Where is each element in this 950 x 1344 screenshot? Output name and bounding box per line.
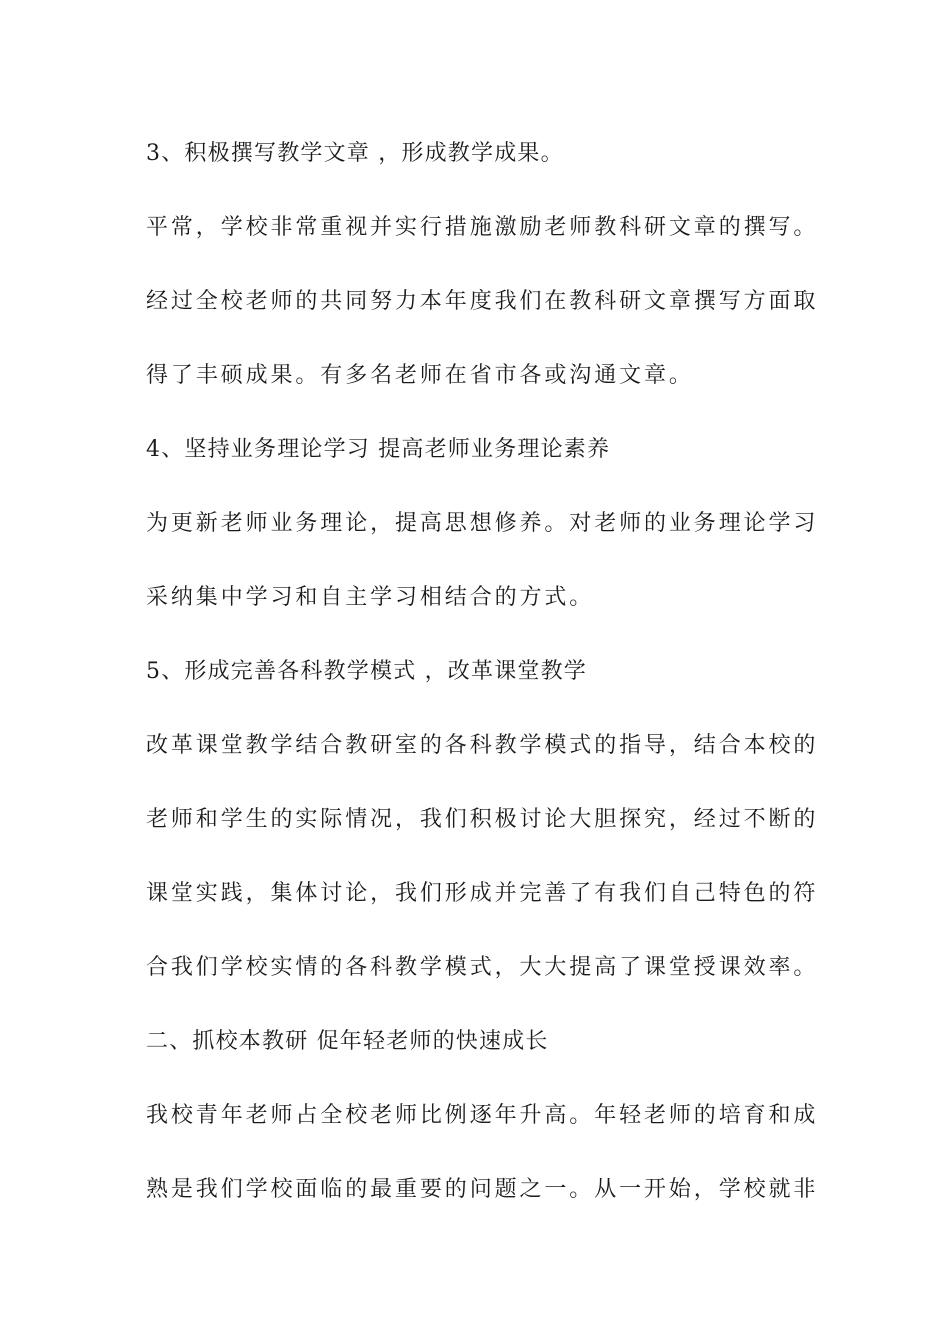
section-heading-school-research: 二、抓校本教研 促年轻老师的快速成长 <box>146 1029 549 1054</box>
paragraph-line: 熟是我们学校面临的最重要的问题之一。从一开始，学校就非 <box>146 1177 819 1202</box>
paragraph-line: 老师和学生的实际情况，我们积极讨论大胆探究，经过不断的 <box>146 807 819 832</box>
paragraph-line: 经过全校老师的共同努力本年度我们在教科研文章撰写方面取 <box>146 289 819 314</box>
section-heading-theory: 4、坚持业务理论学习 提高老师业务理论素养 <box>146 437 611 462</box>
paragraph-line: 为更新老师业务理论，提高思想修养。对老师的业务理论学习 <box>146 511 819 536</box>
paragraph-line: 改革课堂教学结合教研室的各科教学模式的指导，结合本校的 <box>146 733 819 758</box>
paragraph-line: 得了丰硕成果。有多名老师在省市各或沟通文章。 <box>146 363 694 388</box>
paragraph-line: 采纳集中学习和自主学习相结合的方式。 <box>146 585 595 610</box>
paragraph-line: 我校青年老师占全校老师比例逐年升高。年轻老师的培育和成 <box>146 1103 819 1128</box>
paragraph-line: 课堂实践，集体讨论，我们形成并完善了有我们自己特色的符 <box>146 881 819 906</box>
paragraph-line: 合我们学校实情的各科教学模式，大大提高了课堂授课效率。 <box>146 955 819 980</box>
paragraph-line: 平常，学校非常重视并实行措施激励老师教科研文章的撰写。 <box>146 215 819 240</box>
section-heading-writing: 3、积极撰写教学文章 ，形成教学成果。 <box>146 141 564 166</box>
section-heading-teaching-mode: 5、形成完善各科教学模式 ，改革课堂教学 <box>146 659 587 684</box>
